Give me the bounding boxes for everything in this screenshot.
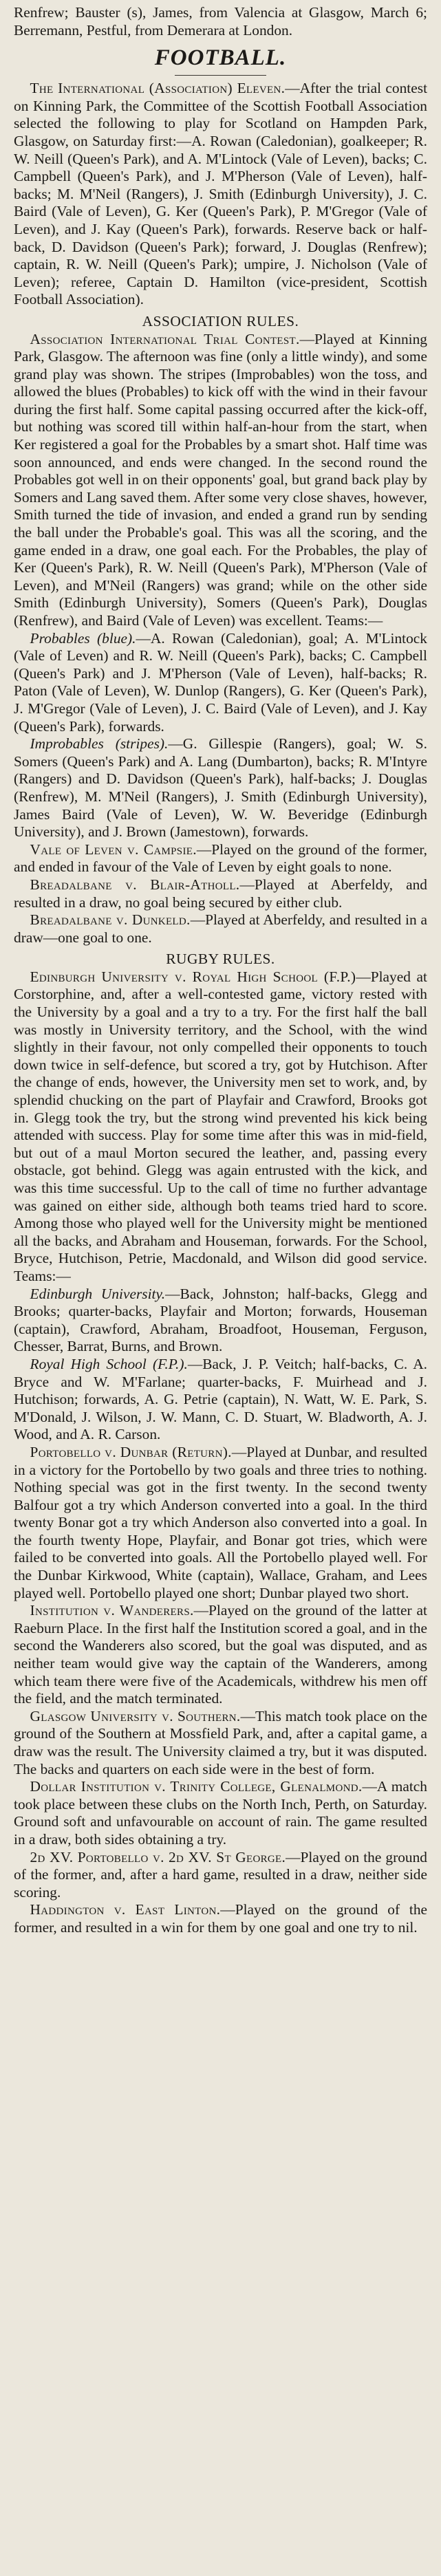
paragraph-text: —Played at Dunbar, and resulted in a victory for the Portobello by two goals and three tries to nothing. Nothing special was got in the first twenty. In the second twenty Balfour got a try which Anderson converted into a goal. In the third twenty Bonar got a try which Anderson also converted into a goal. In the fourth twenty Hope, Playfair, and Bonar got tries, which were failed to be converted into goals. All the Portobello played well. For the Dunbar Kirkwood, White (captain), Wallace, Graham, and Lees played well. Portobello played one short; Dunbar played two short.: [14, 1443, 427, 1601]
team-name: Improbables (stripes).: [30, 735, 169, 753]
paragraph-text: —Played at Kinning Park, Glasgow. The afternoon was fine (only a little windy), and some grand play was shown. The stripes (Improbables) won the toss, and allowed the blues (Probables) to kick off with the wind in their favour during the first half. Some capital passing occurred after the kick-off, but nothing was scored till within half-an-hour from the start, when Ker registered a goal for the Probables by a smart shot. Half time was soon announced, and ends were changed. In the second round the Probables got well in on their opponents' goal, but grand back play by Somers and Lang saved them. After some very close shaves, however, Smith turned the tide of invasion, and ended a grand run by sending the ball under the Probable's goal. This was all the scoring, and the game ended in a draw, one goal each. For the Probables, the play of Ker (Queen's Park), R. W. Neill (Queen's Park), M'Pherson (Vale of Leven), and M'Neil (Rangers) was grand; while on the other side Smith (Edinburgh University), Somers (Queen's Park), Douglas (Renfrew), and Baird (Vale of Leven) was excellent. Teams:—: [14, 330, 427, 629]
paragraph-text: —Played on the ground of the former, and, after a hard game, resulted in a draw, neither side scoring.: [14, 1848, 427, 1901]
paragraph-lead: Breadalbane v. Blair-Atholl.: [30, 876, 240, 893]
paragraph-lead: Association International Trial Contest.: [30, 330, 300, 347]
paragraph-text: —Played on the ground of the former, and resulted in a win for them by one goal and one try to nil.: [14, 1901, 428, 1936]
team-name: Probables (blue).: [30, 629, 136, 647]
paragraph-text: —Played at Aberfeldy, and resulted in a draw—one goal to one.: [14, 911, 428, 946]
paragraph-text: —This match took place on the ground of the Southern at Mossfield Park, and, after a capital game, a draw was the result. The University claimed a try, but it was disputed. The backs and quarters on each side were in the best of form.: [14, 1707, 427, 1777]
paragraph-text: —Played on the ground of the former, and ended in favour of the Vale of Leven by eight goals to none.: [14, 841, 427, 876]
article-paragraph: [14, 841, 427, 876]
article-paragraph: [14, 1778, 427, 1848]
team-name: Royal High School (F.P.).: [30, 1355, 188, 1372]
paragraph-text: —G. Gillespie (Rangers), goal; W. S. Somers (Queen's Park) and A. Lang (Dumbarton), backs; R. M'Intyre (Rangers) and D. Davidson (Queen's Park), half-backs; J. Douglas (Renfrew), M. M'Neil (Rangers), J. Smith (Edinburgh University), James Baird (Vale of Leven), W. W. Beveridge (Edinburgh University), and J. Brown (Jamestown), forwards.: [14, 735, 427, 841]
paragraph-lead: Haddington v. East Linton.: [30, 1901, 221, 1918]
paragraph-lead: Institution v. Wanderers.: [30, 1602, 194, 1619]
paragraph-lead: Edinburgh University v. Royal High School (F.P.): [30, 968, 356, 985]
shipping-note: Renfrew; Bauster (s), James, from Valencia at Glasgow, March 6; Berremann, Pestful, from Demerara at London.: [14, 4, 427, 39]
title-rule: [175, 75, 266, 76]
article-paragraph: [14, 968, 427, 1286]
article-paragraph: [14, 876, 427, 911]
article-paragraph: [14, 331, 427, 630]
article-paragraph: [14, 1849, 427, 1902]
article-paragraph: [14, 1602, 427, 1708]
paragraph-text: —After the trial contest on Kinning Park, the Committee of the Scottish Football Association selected the following to play for Scotland on Hampden Park, Glasgow, on Saturday first:—A. Rowan (Caledonian), goalkeeper; R. W. Neill (Queen's Park), and A. M'Lintock (Vale of Leven), backs; C. Campbell (Queen's Park), and J. M'Pherson (Vale of Leven), half-backs; M. M'Neil (Rangers), J. Smith (Edinburgh University), J. C. Baird (Vale of Leven), G. Ker (Queen's Park), P. M'Gregor (Vale of Leven), and J. Kay (Queen's Park), forwards. Reserve back or half-back, D. Davidson (Queen's Park); forward, J. Douglas (Renfrew); captain, R. W. Neill (Queen's Park); umpire, J. Nicholson (Vale of Leven); referee, Captain D. Hamilton (vice-president, Scottish Football Association).: [14, 80, 428, 308]
article-paragraph: [14, 911, 427, 946]
rugby-rules-heading: RUGBY RULES.: [166, 951, 275, 968]
article-paragraph: [14, 1901, 427, 1936]
paragraph-lead: Portobello v. Dunbar (Return).: [30, 1443, 232, 1460]
paragraph-text: —A match took place between these clubs on the North Inch, Perth, on Saturday. Ground soft and unfavourable on account of rain. The game resulted in a draw, both sides obtaining a try.: [14, 1778, 427, 1848]
paragraph-lead: 2d XV. Portobello v. 2d XV. St George.: [30, 1848, 286, 1865]
team-list-paragraph: [14, 1356, 427, 1444]
paragraph-lead: The International (Association) Eleven.: [30, 80, 286, 97]
paragraph-text: —Played on the ground of the latter at Raeburn Place. In the first half the Institution scored a goal, and in the second the Wanderers also scored, but the goal was disputed, and as neither team would give way the captain of the Wanderers, among which team there were five of the Academicals, withdrew his men off the field, and the match terminated.: [14, 1602, 427, 1707]
article-paragraph: [14, 80, 427, 309]
paragraph-text: —Played at Corstorphine, and, after a well-contested game, victory rested with the University by a goal and a try to a try. For the first half the ball was mostly in University territory, and the School, with the wind slightly in their favour, not only compelled their opponents to touch down twice in self-defence, but scored a try, got by Hutchison. After the change of ends, however, the University men set to work, and, by splendid chucking on the part of Playfair and Crawford, Brooks got in. Glegg took the try, but the strong wind prevented his kick being attended with success. Play for some time after this was in mid-field, but out of a maul Morton secured the leather, and, passing every obstacle, got behind. Glegg was again entrusted with the kick, and was this time successful. Up to the call of time no further advantage was gained on either side, although both teams tried hard to score. Among those who played well for the University might be mentioned all the backs, and Abraham and Houseman, forwards. For the School, Bryce, Hutchison, Petrie, Macdonald, and Wilson did good service. Teams:—: [14, 968, 427, 1284]
paragraph-text: —Back, Johnston; half-backs, Glegg and Brooks; quarter-backs, Playfair and Morton; forwards, Houseman (captain), Crawford, Abraham, Broadfoot, Houseman, Ferguson, Chesser, Barrat, Burns, and Brown.: [14, 1285, 427, 1355]
paragraph-text: —Back, J. P. Veitch; half-backs, C. A. Bryce and W. M'Farlane; quarter-backs, F. Muirhead and J. Hutchison; forwards, A. G. Petrie (captain), N. Watt, W. E. Park, S. M'Donald, J. Wilson, J. W. Mann, C. D. Stuart, W. Bladworth, A. J. Wood, and A. R. Carson.: [14, 1355, 427, 1443]
paragraph-lead: Dollar Institution v. Trinity College, Glenalmond.: [30, 1778, 363, 1795]
team-name: Edinburgh University.: [30, 1285, 166, 1302]
paragraph-lead: Glasgow University v. Southern.: [30, 1707, 241, 1724]
team-list-paragraph: [14, 1286, 427, 1356]
article-paragraph: [14, 1444, 427, 1602]
paragraph-lead: Breadalbane v. Dunkeld.: [30, 911, 191, 929]
team-list-paragraph: [14, 630, 427, 736]
paragraph-lead: Vale of Leven v. Campsie.: [30, 841, 197, 858]
team-list-paragraph: [14, 735, 427, 841]
section-title: FOOTBALL.: [154, 45, 287, 71]
association-rules-heading: ASSOCIATION RULES.: [142, 312, 299, 329]
paragraph-text: —Played at Aberfeldy, and resulted in a draw, no goal being secured by either club.: [14, 876, 427, 911]
article-paragraph: [14, 1708, 427, 1778]
paragraph-text: —A. Rowan (Caledonian), goal; A. M'Lintock (Vale of Leven) and R. W. Neill (Queen's Park), backs; C. Campbell (Queen's Park) and J. M'Pherson (Vale of Leven), half-backs; R. Paton (Vale of Leven), W. Dunlop (Rangers), G. Ker (Queen's Park), J. M'Gregor (Vale of Leven), J. C. Baird (Vale of Leven), and J. Kay (Queen's Park), forwards.: [14, 629, 427, 735]
